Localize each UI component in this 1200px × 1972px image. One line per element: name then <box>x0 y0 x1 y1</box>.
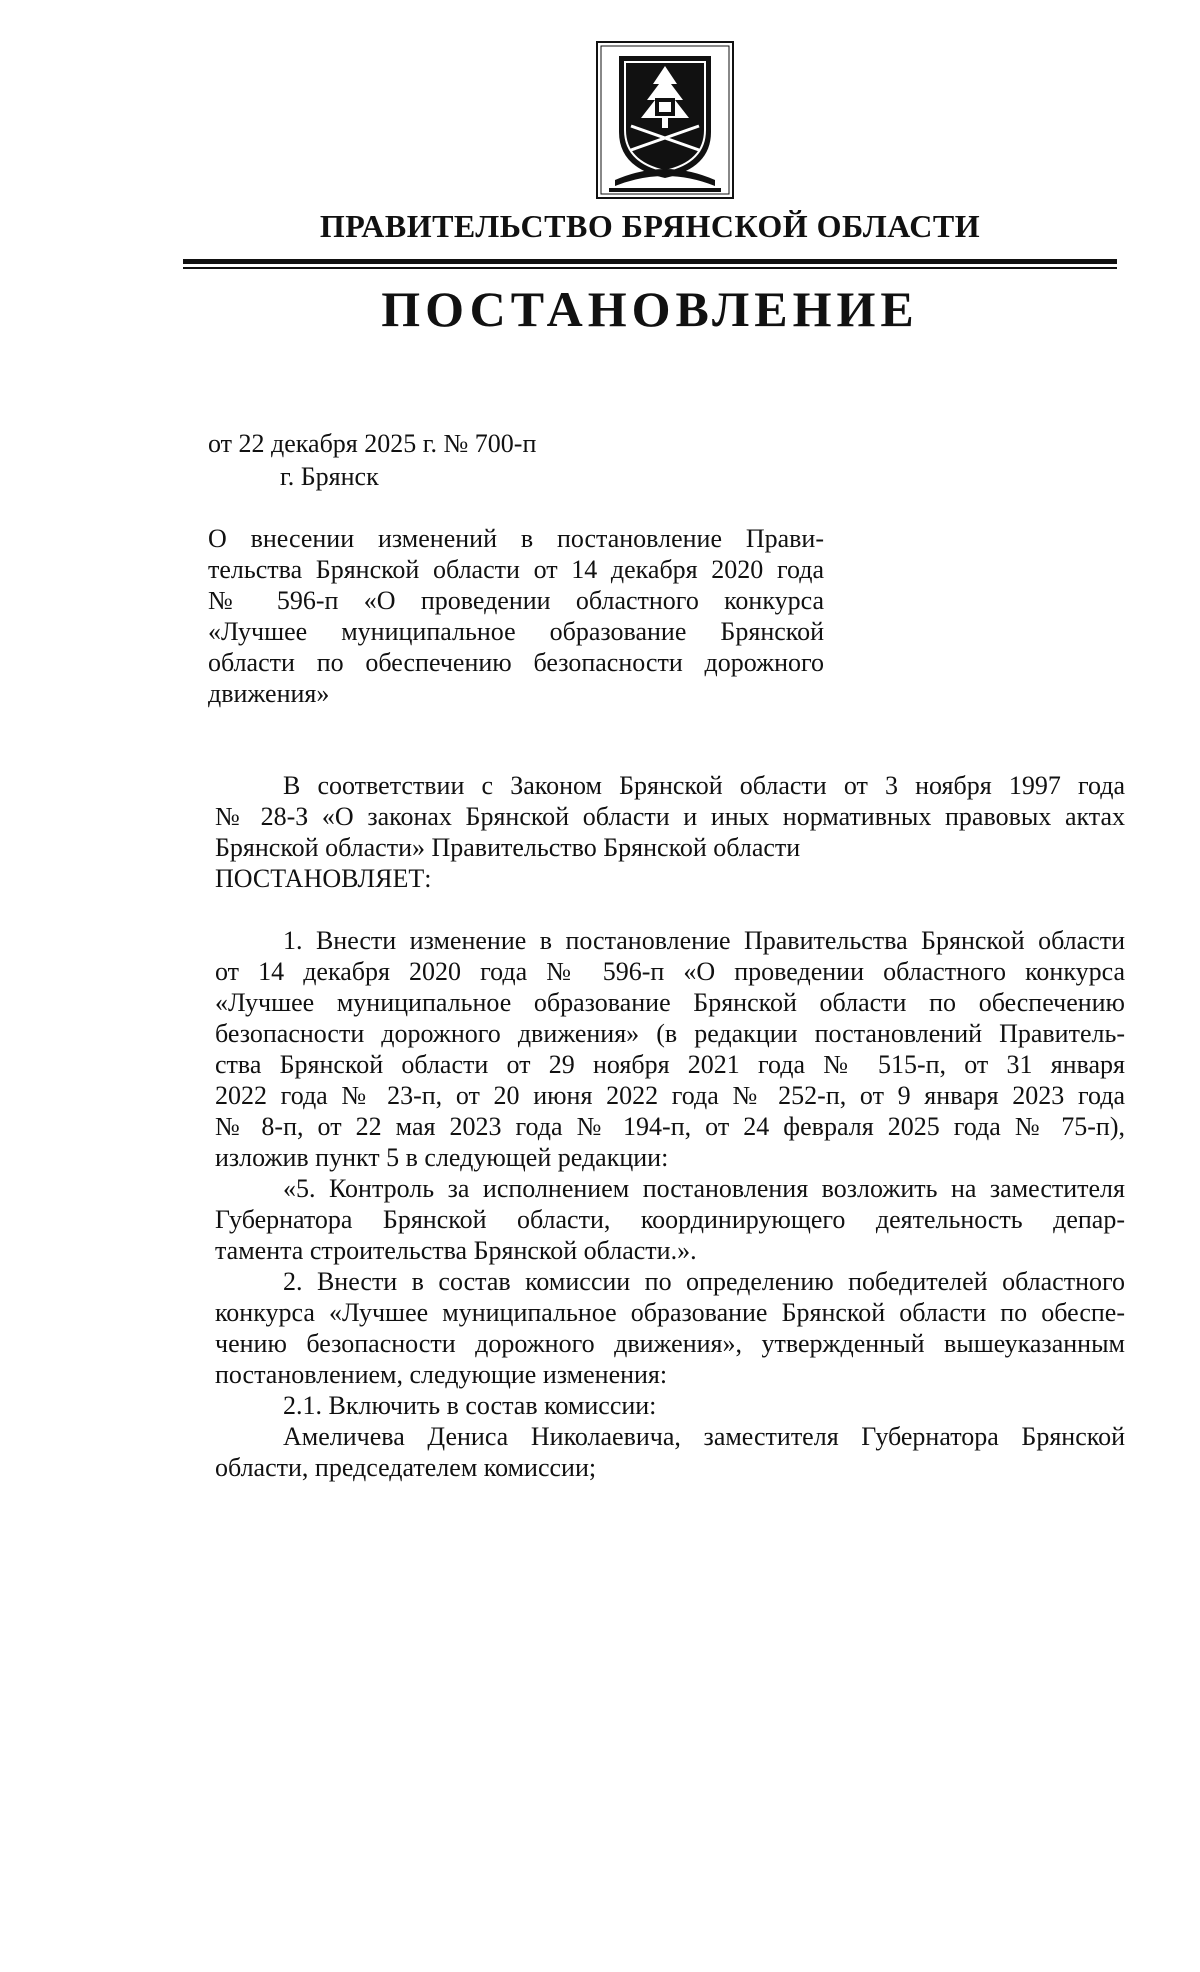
date-number-line: от 22 декабря 2025 г. № 700-п <box>208 429 537 458</box>
body-line: постановлением, следующие изменения: <box>215 1360 668 1389</box>
body-line: 1. Внести изменение в постановление Правительства Брянской области <box>283 926 1125 955</box>
body-line: 2. Внести в состав комиссии по определению победителей областного <box>283 1267 1125 1296</box>
subject-line: области по обеспечению безопасности дорожного <box>208 648 824 677</box>
government-title: ПРАВИТЕЛЬСТВО БРЯНСКОЙ ОБЛАСТИ <box>319 208 981 244</box>
body-line: изложив пункт 5 в следующей редакции: <box>215 1143 669 1172</box>
body-line: Губернатора Брянской области, координирующего деятельность депар- <box>215 1205 1125 1234</box>
city-line: г. Брянск <box>280 462 379 491</box>
body-line: № 8-п, от 22 мая 2023 года № 194-п, от 24 февраля 2025 года № 75-п), <box>215 1112 1125 1141</box>
preamble-resolves: ПОСТАНОВЛЯЕТ: <box>215 864 432 893</box>
header-rule-thin <box>183 267 1117 269</box>
body-line: чению безопасности дорожного движения», утвержденный вышеуказанным <box>215 1329 1125 1358</box>
body-line: ства Брянской области от 29 ноября 2021 года № 515-п, от 31 января <box>215 1050 1125 1079</box>
document-type: ПОСТАНОВЛЕНИЕ <box>381 281 919 337</box>
subject-line: «Лучшее муниципальное образование Брянской <box>208 617 824 646</box>
body-line: безопасности дорожного движения» (в редакции постановлений Правитель- <box>215 1019 1125 1048</box>
preamble-line: В соответствии с Законом Брянской области от 3 ноября 1997 года <box>283 771 1125 800</box>
body-line: области, председателем комиссии; <box>215 1453 597 1482</box>
body-line: «5. Контроль за исполнением постановления возложить на заместителя <box>283 1174 1125 1203</box>
body-line: «Лучшее муниципальное образование Брянской области по обеспечению <box>215 988 1125 1017</box>
preamble-line: № 28-З «О законах Брянской области и иных нормативных правовых актах <box>215 802 1125 831</box>
body-line: 2.1. Включить в состав комиссии: <box>283 1391 657 1420</box>
body-line: Амеличева Дениса Николаевича, заместителя Губернатора Брянской <box>283 1422 1125 1451</box>
body-line: конкурса «Лучшее муниципальное образование Брянской области по обеспе- <box>215 1298 1125 1327</box>
body-line: от 14 декабря 2020 года № 596-п «О проведении областного конкурса <box>215 957 1125 986</box>
brjansk-coat-of-arms-icon <box>595 40 735 200</box>
subject-line: О внесении изменений в постановление Прави- <box>208 524 824 553</box>
header-rule-thick <box>183 259 1117 264</box>
preamble-line: Брянской области» Правительство Брянской области <box>215 833 801 862</box>
body-line: тамента строительства Брянской области.». <box>215 1236 697 1265</box>
subject-line: тельства Брянской области от 14 декабря 2020 года <box>208 555 824 584</box>
subject-line: № 596-п «О проведении областного конкурса <box>208 586 824 615</box>
subject-line: движения» <box>208 679 330 708</box>
body-line: 2022 года № 23-п, от 20 июня 2022 года № 252-п, от 9 января 2023 года <box>215 1081 1125 1110</box>
